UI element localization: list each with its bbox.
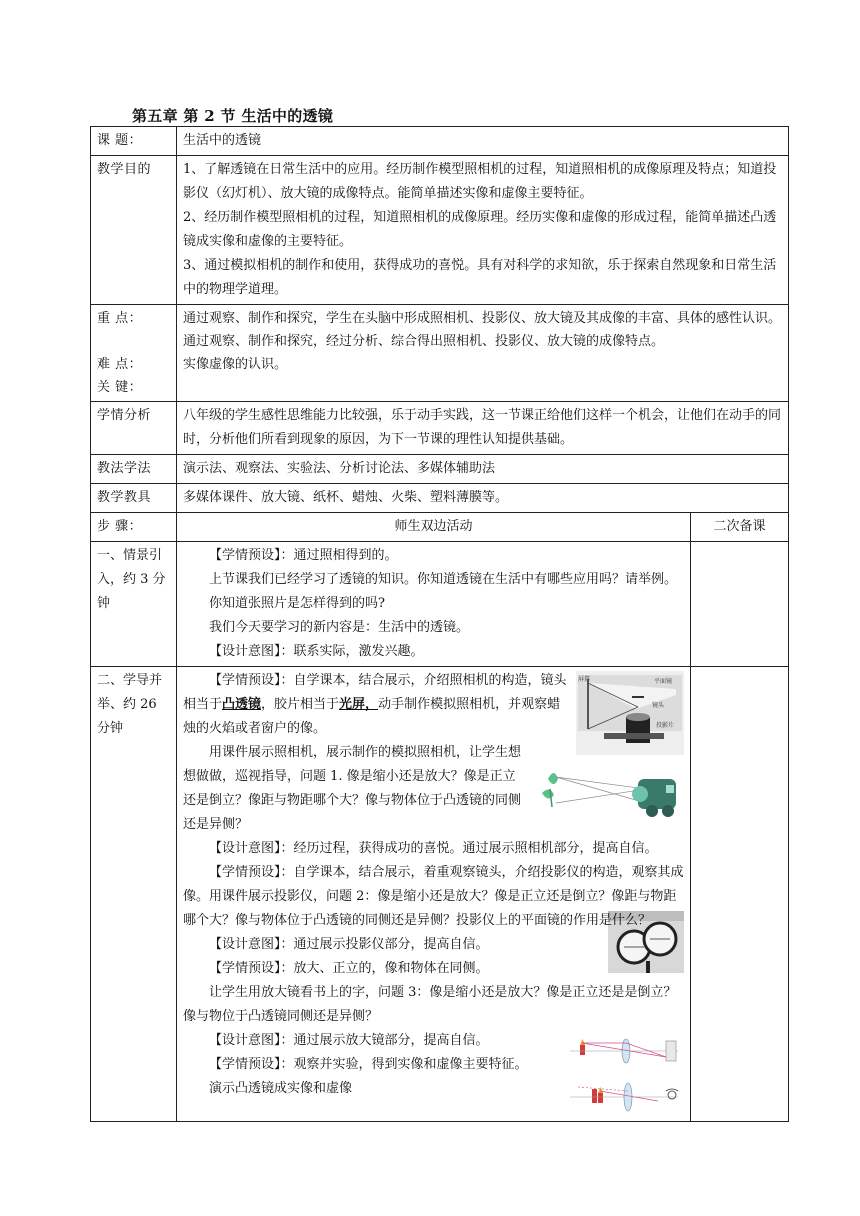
stage-2-para: 【学情预设】：放大、正立的，像和物体在同侧。 bbox=[209, 961, 489, 976]
fig-label-mirror: 平面镜 bbox=[654, 678, 673, 685]
row-tools bbox=[91, 484, 789, 513]
stage-1-label: 一、情景引入，约 3 分钟 bbox=[91, 542, 177, 667]
label-methods: 教法学法 bbox=[91, 455, 177, 484]
value-difficulty: 通过观察、制作和探究，经过分析、综合得出照相机、投影仪、放大镜的成像特点。 bbox=[183, 334, 665, 349]
row-stage-1 bbox=[91, 542, 789, 667]
stage-2-para: 【设计意图】：通过展示放大镜部分，提高自信。 bbox=[209, 1033, 489, 1048]
candle-lens-diagram bbox=[566, 1031, 684, 1117]
label-steps: 步 骤： bbox=[91, 513, 177, 542]
row-learners bbox=[91, 402, 789, 455]
value-learners: 八年级的学生感性思维能力比较强，乐于动手实践，这一节课正给他们这样一个机会，让他们在动手的同时，分析他们所看到现象的原因，为下一节课的理性认知提供基础。 bbox=[177, 402, 789, 455]
stage-2-content bbox=[177, 667, 691, 1122]
value-tools: 多媒体课件、放大镜、纸杯、蜡烛、火柴、塑料薄膜等。 bbox=[177, 484, 789, 513]
label-crux: 关 键： bbox=[97, 380, 143, 395]
label-tools: 教学教具 bbox=[91, 484, 177, 513]
goal-item: 1、了解透镜在日常生活中的应用。经历制作模型照相机的过程，知道照相机的成像原理及特点；知道投影仪（幻灯机）、放大镜的成像特点。能简单描述实像和虚像主要特征。 bbox=[183, 162, 777, 201]
goal-item: 2、经历制作模型照相机的过程，知道照相机的成像原理。经历实像和虚像的形成过程，能简单描述凸透镜成实像和虚像的主要特征。 bbox=[183, 210, 777, 249]
stage-1-line: 你知道张照片是怎样得到的吗? bbox=[209, 596, 385, 611]
camera-ray-diagram bbox=[534, 759, 684, 821]
stage-1-line: 我们今天要学习的新内容是：生活中的透镜。 bbox=[209, 620, 470, 635]
camera-diagram bbox=[576, 671, 684, 755]
label-key: 重 点： bbox=[97, 311, 143, 326]
stage-2-notes bbox=[691, 667, 789, 1122]
row-key-points bbox=[91, 305, 789, 402]
goal-item: 3、通过模拟相机的制作和使用，获得成功的喜悦。具有对科学的求知欲，乐于探索自然现象和日常生活中的物理学道理。 bbox=[183, 258, 777, 297]
label-learners: 学情分析 bbox=[91, 402, 177, 455]
lesson-plan-table bbox=[90, 126, 789, 1122]
stage-2-para: 演示凸透镜成实像和虚像 bbox=[209, 1081, 353, 1096]
light-screen-term: 光屏， bbox=[339, 697, 379, 712]
value-crux: 实像虚像的认识。 bbox=[183, 357, 288, 372]
label-difficulty: 难 点： bbox=[97, 357, 143, 372]
camera-ray-diagram-image bbox=[534, 759, 684, 821]
stage-2-label: 二、学导并举、约 26 分钟 bbox=[91, 667, 177, 1122]
label-goals: 教学目的 bbox=[91, 156, 177, 305]
label-topic: 课 题： bbox=[91, 127, 177, 156]
header-notes: 二次备课 bbox=[691, 513, 789, 542]
value-goals bbox=[177, 156, 789, 305]
camera-diagram-image bbox=[576, 671, 684, 755]
stage-1-notes bbox=[691, 542, 789, 667]
value-key-points bbox=[177, 305, 789, 402]
row-stage-2 bbox=[91, 667, 789, 1122]
row-topic bbox=[91, 127, 789, 156]
stage-1-line: 【设计意图】：联系实际，激发兴趣。 bbox=[209, 644, 424, 659]
stage-1-content bbox=[177, 542, 691, 667]
row-steps-header bbox=[91, 513, 789, 542]
stage-2-p1-a: 【学情预设】：自学课本，结合展示，介绍照相机的构造，镜头相当于 bbox=[183, 673, 567, 712]
stage-2-p1-b: ，胶片相当于 bbox=[261, 697, 340, 712]
stage-2-para: 【设计意图】：通过展示投影仪部分，提高自信。 bbox=[209, 937, 489, 952]
row-methods bbox=[91, 455, 789, 484]
value-topic: 生活中的透镜 bbox=[177, 127, 789, 156]
page-title: 第五章 第 2 节 生活中的透镜 bbox=[132, 107, 334, 125]
header-activity: 师生双边活动 bbox=[177, 513, 691, 542]
value-key: 通过观察、制作和探究，学生在头脑中形成照相机、投影仪、放大镜及其成像的丰富、具体的感性认识。 bbox=[183, 311, 782, 326]
stage-2-para: 【学情预设】：自学课本，结合展示，着重观察镜头，介绍投影仪的构造，观察其成像。用课件展示投影仪，问题 2：像是缩小还是放大？像是正立还是倒立？像距与物距哪个大？像与物体位于凸透镜的同侧还是异侧？投影仪上的平面镜的作用是什么？ bbox=[183, 865, 684, 928]
stage-2-para: 用课件展示照相机，展示制作的模拟照相机，让学生想想做做，巡视指导，问题 1. 像是缩小还是放大？像是正立还是倒立？像距与物距哪个大？像与物体位于凸透镜的同侧还是异侧？ bbox=[183, 745, 522, 832]
value-methods: 演示法、观察法、实验法、分析讨论法、多媒体辅助法 bbox=[177, 455, 789, 484]
stage-2-para: 【学情预设】：观察并实验，得到实像和虚像主要特征。 bbox=[209, 1057, 528, 1072]
stage-1-line: 上节课我们已经学习了透镜的知识。你知道透镜在生活中有哪些应用吗？请举例。 bbox=[209, 572, 678, 587]
convex-lens-term: 凸透镜 bbox=[222, 697, 262, 712]
stage-2-para: 让学生用放大镜看书上的字，问题 3：像是缩小还是放大？像是正立还是是倒立？像与物位于凸透镜同侧还是异侧？ bbox=[183, 985, 677, 1024]
label-key-points bbox=[91, 305, 177, 402]
stage-2-p1-c: 动手制作模拟照相机，并观察蜡烛的火焰或者窗户的像。 bbox=[183, 697, 561, 736]
fig-label-light: 投影片 bbox=[656, 722, 675, 729]
stage-1-line: 【学情预设】：通过照相得到的。 bbox=[209, 548, 398, 563]
fig-label-lens: 镜头 bbox=[652, 702, 665, 709]
candle-lens-diagram-image bbox=[566, 1031, 684, 1117]
fig-label-screen: 屏幕 bbox=[578, 676, 591, 683]
row-goals bbox=[91, 156, 789, 305]
stage-2-para: 【设计意图】：经历过程，获得成功的喜悦。通过展示照相机部分，提高自信。 bbox=[209, 841, 658, 856]
